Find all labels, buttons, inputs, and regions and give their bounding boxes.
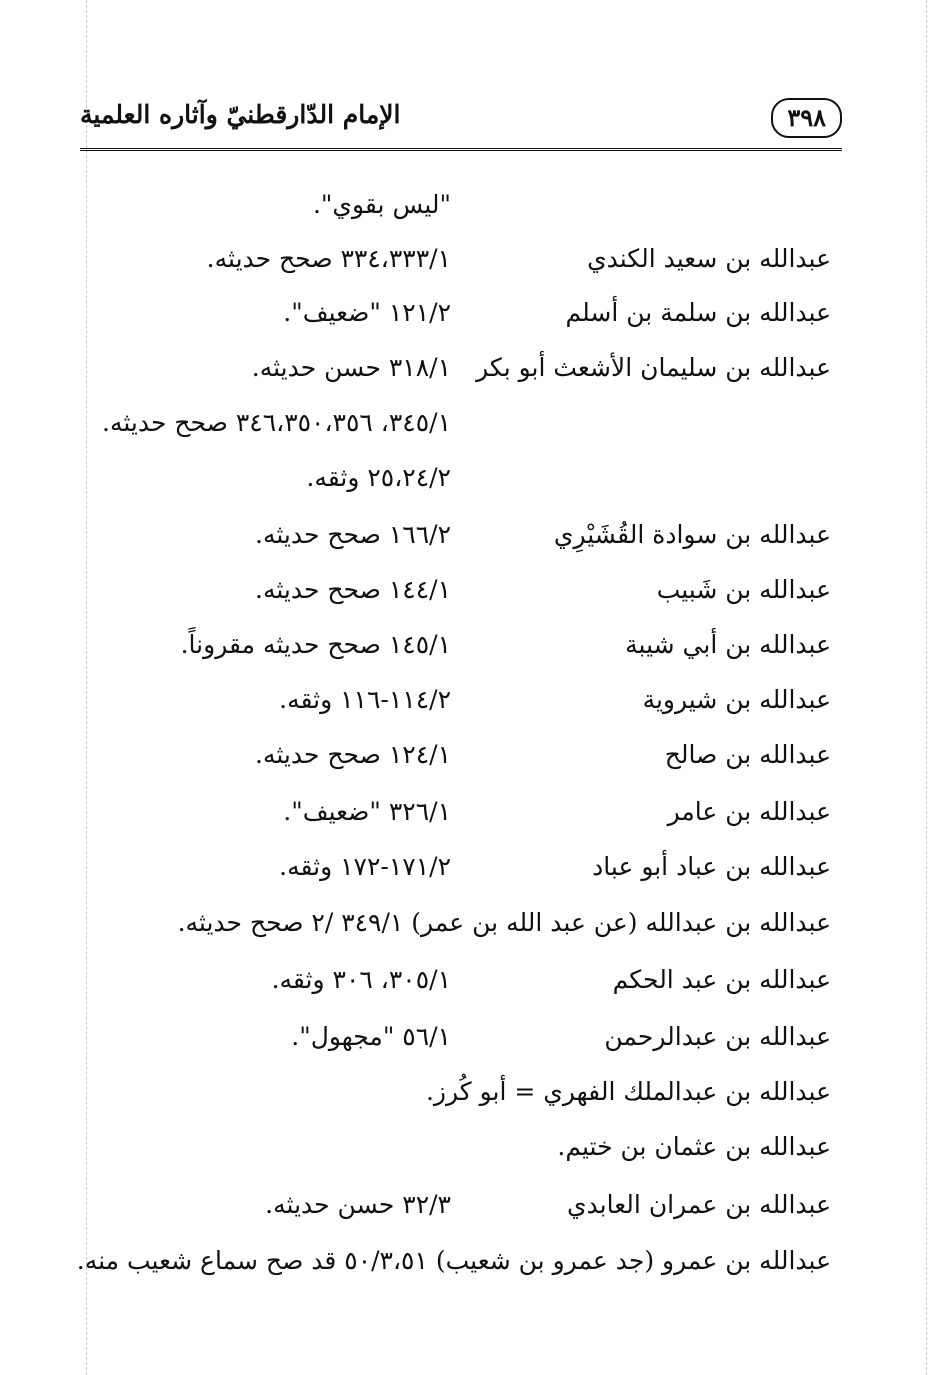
index-entry (0, 510, 943, 560)
entry-name: عبدالله بن عبد الحكم (612, 965, 831, 994)
entry-name: عبدالله بن عمران العابدي (566, 1190, 831, 1219)
index-entry (0, 787, 943, 837)
index-entry (0, 620, 943, 670)
entry-name: عبدالله بن عباد أبو عباد (592, 852, 831, 881)
index-entry (0, 1236, 943, 1286)
index-entry (0, 955, 943, 1005)
index-entry (0, 1012, 943, 1062)
entry-text: عبدالله بن عبدالله (عن عبد الله بن عمر) ٣٤٩/١ /٢ صحح حديثه. (177, 908, 831, 937)
entry-reference: ٣٠٥/١، ٣٠٦ وثقه. (271, 965, 451, 994)
entry-reference: ٣١٨/١ حسن حديثه. (251, 353, 451, 382)
entry-name: عبدالله بن سليمان الأشعث أبو بكر (476, 353, 831, 382)
entry-name: عبدالله بن شيروية (642, 685, 831, 714)
entry-name: عبدالله بن سوادة القُشَيْرِي (553, 520, 831, 549)
entry-reference: ١٤٤/١ صحح حديثه. (255, 575, 451, 604)
index-entry (0, 234, 943, 284)
page-number: ٣٩٨ (771, 98, 842, 138)
entry-reference: ١٢١/٢ "ضعيف". (283, 298, 451, 327)
entry-name: عبدالله بن سعيد الكندي (587, 244, 831, 273)
entry-reference: ٣٢/٣ حسن حديثه. (265, 1190, 451, 1219)
entry-reference: ٣٢٦/١ "ضعيف". (283, 797, 451, 826)
entry-reference: ٢٥،٢٤/٢ وثقه. (306, 463, 451, 492)
entry-name: عبدالله بن صالح (664, 740, 831, 769)
entry-name: عبدالله بن أبي شيبة (625, 630, 831, 659)
entry-name: عبدالله بن سلمة بن أسلم (565, 298, 831, 327)
entry-reference: ١٢٤/١ صحح حديثه. (255, 740, 451, 769)
entry-reference: ١٤٥/١ صحح حديثه مقروناً. (180, 630, 451, 659)
entry-text: عبدالله بن عمرو (جد عمرو بن شعيب) ٥٠/٣،٥١ قد صح سماع شعيب منه. (76, 1246, 831, 1275)
entry-reference: ١٦٦/٢ صحح حديثه. (255, 520, 451, 549)
entry-name: عبدالله بن عامر (667, 797, 831, 826)
index-entry (0, 453, 943, 503)
entry-reference: ٣٤٥/١، ٣٤٦،٣٥٠،٣٥٦ صحح حديثه. (102, 408, 451, 437)
index-entry (0, 1067, 943, 1117)
index-entry (0, 343, 943, 393)
entry-name: عبدالله بن عبدالرحمن (604, 1022, 831, 1051)
index-entry (0, 730, 943, 780)
index-entry (0, 398, 943, 448)
index-entry (0, 288, 943, 338)
entry-reference: ١١٤/٢-١١٦ وثقه. (279, 685, 451, 714)
index-entry (0, 1122, 943, 1172)
entry-reference: ٥٦/١ "مجهول". (291, 1022, 451, 1051)
entry-reference: ١٧١/٢-١٧٢ وثقه. (279, 852, 451, 881)
index-entry (0, 842, 943, 892)
index-entry (0, 565, 943, 615)
index-entry (0, 675, 943, 725)
index-entry (0, 898, 943, 948)
entry-name: عبدالله بن شَبيب (656, 575, 831, 604)
entry-text: عبدالله بن عبدالملك الفهري = أبو كُرز. (425, 1077, 831, 1106)
index-entry (0, 180, 943, 230)
entry-reference: "ليس بقوي". (312, 190, 451, 219)
book-title: الإمام الدّارقطنيّ وآثاره العلمية (80, 100, 401, 129)
index-entry (0, 1180, 943, 1230)
entry-reference: ٣٣٤،٣٣٣/١ صحح حديثه. (206, 244, 451, 273)
entry-text: عبدالله بن عثمان بن ختيم. (557, 1132, 831, 1161)
